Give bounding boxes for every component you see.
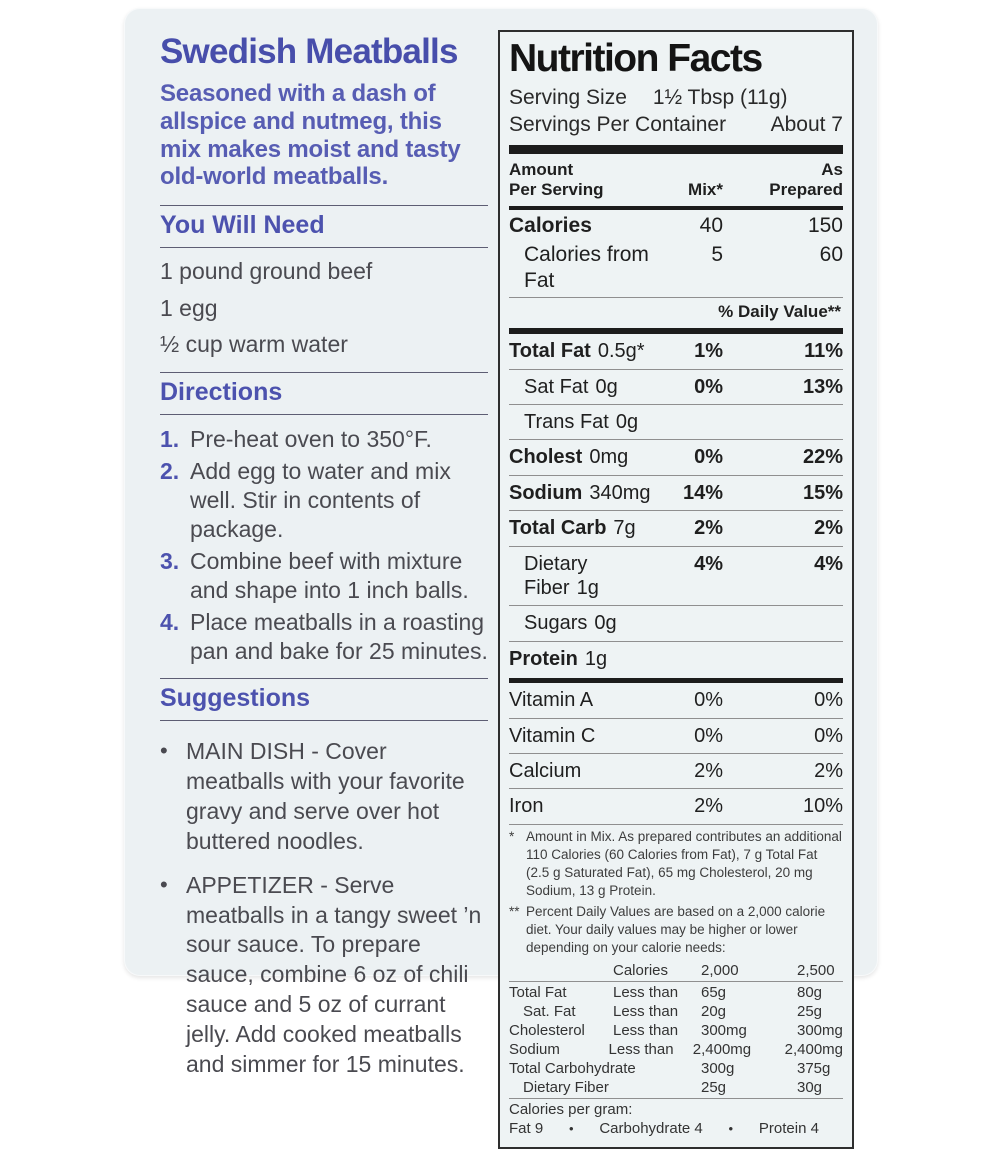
divider — [509, 475, 843, 476]
dv-row-qualifier: Less than — [608, 1040, 674, 1058]
medium-bar — [509, 206, 843, 210]
thick-bar — [509, 678, 843, 683]
divider — [509, 1098, 843, 1099]
dv-row-label: Sat. Fat — [523, 1002, 576, 1020]
step-text: Add egg to water and mix well. Stir in contents of package. — [190, 458, 451, 543]
serving-size-value: 1½ Tbsp (11g) — [652, 86, 788, 109]
vitamin-prepared-value: 0% — [814, 689, 843, 712]
header-amount-line1: Amount — [509, 159, 574, 179]
servings-value: About 7 — [770, 113, 843, 137]
divider — [509, 439, 843, 440]
direction-step — [160, 457, 488, 544]
footnote-mix — [509, 828, 843, 900]
dv-row-qualifier: Less than — [613, 1002, 679, 1020]
dv-row-2000-value: 300g — [701, 1059, 735, 1077]
directions-list — [160, 415, 488, 678]
step-text: Pre-heat oven to 350°F. — [190, 426, 432, 453]
step-number: 3. — [160, 548, 180, 575]
nutrient-row — [509, 607, 843, 639]
nutrient-amount: 340mg — [589, 481, 651, 504]
nutrient-row — [509, 441, 843, 473]
nutrient-row — [509, 512, 843, 544]
dv-header-calories: Calories — [613, 961, 669, 979]
mix-column-header: Mix* — [688, 179, 723, 199]
nutrient-mix-value: 0% — [694, 446, 723, 469]
divider — [509, 297, 843, 298]
nutrient-mix-value: 1% — [694, 340, 723, 363]
dv-row-2500-value: 80g — [797, 983, 823, 1001]
dv-row-2000-value: 65g — [701, 983, 727, 1001]
nutrient-prepared-value — [723, 647, 843, 671]
suggestion-item — [160, 871, 488, 1080]
daily-values-row — [509, 1040, 843, 1059]
vitamin-row — [509, 790, 843, 822]
calories-from-fat-mix-value: 5 — [711, 242, 723, 266]
thick-bar — [509, 145, 843, 154]
step-text: Combine beef with mixture and shape into 1 inch balls. — [190, 548, 469, 604]
dv-row-qualifier: Less than — [613, 1021, 679, 1039]
nutrient-amount: 0g — [595, 375, 618, 398]
directions-heading: Directions — [160, 378, 283, 407]
vitamin-prepared-value: 0% — [814, 724, 843, 747]
servings-label: Servings Per Container — [509, 113, 727, 137]
nutrient-mix-value: 14% — [682, 481, 723, 504]
dv-row-2500-value: 2,400mg — [784, 1040, 843, 1058]
step-number: 2. — [160, 458, 180, 485]
dv-header-2500: 2,500 — [797, 961, 835, 979]
step-number: 4. — [160, 609, 180, 636]
recipe-column — [160, 24, 488, 1098]
divider — [509, 824, 843, 825]
daily-values-row — [509, 1002, 843, 1021]
daily-values-row — [509, 1021, 843, 1040]
bullet-icon: • — [160, 738, 168, 764]
footnote-text: Amount in Mix. As prepared contributes an additional 110 Calories (60 Calories from Fat), 7 g Total Fat (2.5 g Saturated Fat), 65 mg Cholesterol, 20 mg Sodium, 13 g Protein. — [526, 828, 842, 899]
nutrient-label: Sodium — [509, 481, 583, 504]
vitamin-row — [509, 755, 843, 787]
nutrient-prepared-value: 13% — [802, 375, 843, 398]
vitamin-mix-value: 2% — [694, 760, 723, 782]
nutrient-mix-value: 2% — [694, 517, 723, 540]
nutrient-row — [509, 643, 843, 675]
cpg-protein: Protein 4 — [758, 1120, 819, 1138]
nutrient-prepared-value — [723, 410, 843, 434]
daily-values-row — [509, 983, 843, 1002]
nutrient-row — [509, 406, 843, 438]
dv-row-2000-value: 2,400mg — [692, 1040, 752, 1058]
divider — [509, 753, 843, 754]
calories-mix-value: 40 — [699, 213, 723, 237]
dv-row-2000-value: 25g — [701, 1078, 727, 1096]
daily-values-table — [509, 961, 843, 1097]
nutrient-prepared-value: 4% — [814, 552, 843, 575]
calories-label: Calories — [509, 213, 592, 237]
nutrient-mix-value — [653, 647, 723, 671]
recipe-intro: Seasoned with a dash of allspice and nutmeg, this mix makes moist and tasty old-world meatballs. — [160, 80, 461, 191]
nutrient-prepared-value: 15% — [802, 481, 843, 504]
nutrient-label: Total Carb — [509, 517, 607, 540]
serving-size-row — [509, 84, 843, 111]
divider — [509, 546, 843, 547]
suggestion-item — [160, 737, 488, 857]
dv-row-2500-value: 300mg — [797, 1021, 843, 1039]
nutrient-amount: 0g — [615, 411, 639, 434]
nutrient-label: Total Fat — [509, 340, 591, 363]
vitamin-mix-value: 0% — [694, 689, 723, 712]
nutrient-prepared-value: 11% — [804, 340, 843, 363]
nutrition-facts-title: Nutrition Facts — [509, 37, 762, 80]
nutrient-label: Cholest — [509, 446, 583, 469]
vitamin-mix-value: 0% — [694, 724, 723, 747]
servings-per-container-row — [509, 111, 843, 138]
dv-header-2000: 2,000 — [701, 961, 739, 979]
nutrient-label: Dietary Fiber — [524, 552, 588, 600]
step-number: 1. — [160, 426, 180, 453]
nutrient-label: Protein — [509, 647, 578, 670]
nutrient-amount: 0g — [594, 612, 617, 635]
nutrient-row — [509, 548, 843, 605]
divider — [509, 981, 843, 982]
nutrient-label: Sat Fat — [524, 375, 589, 398]
suggestion-text: APPETIZER - Serve meatballs in a tangy sweet ’n sour sauce. To prepare sauce, combine 6 oz of chili sauce and 5 oz of currant jelly. Add cooked meatballs and simmer for 15 minutes. — [186, 871, 482, 1077]
direction-step — [160, 425, 488, 454]
calories-from-fat-prepared-value: 60 — [819, 242, 843, 266]
recipe-title: Swedish Meatballs — [160, 32, 458, 71]
ingredient-item: 1 egg — [160, 294, 218, 321]
dv-row-label: Sodium — [509, 1040, 560, 1058]
vitamin-label: Vitamin C — [509, 724, 596, 747]
direction-step — [160, 608, 488, 666]
dv-row-2500-value: 375g — [797, 1059, 831, 1077]
dv-row-2500-value: 30g — [797, 1078, 823, 1096]
nutrient-prepared-value: 22% — [802, 446, 843, 469]
divider — [509, 788, 843, 789]
nutrient-mix-value: 4% — [694, 552, 723, 575]
vitamin-mix-value: 2% — [694, 795, 723, 818]
suggestion-text: MAIN DISH - Cover meatballs with your favorite gravy and serve over hot buttered noodles. — [186, 738, 465, 854]
step-text: Place meatballs in a roasting pan and bake for 25 minutes. — [190, 609, 488, 665]
footnote-mark: * — [509, 828, 515, 844]
suggestions-heading: Suggestions — [160, 684, 311, 713]
dv-row-label: Total Carbohydrate — [509, 1059, 636, 1077]
footnote-text: Percent Daily Values are based on a 2,000 calorie diet. Your daily values may be higher or lower depending on your calorie needs: — [526, 904, 826, 956]
thick-bar — [509, 328, 843, 334]
amount-per-serving-header — [509, 160, 653, 200]
vitamin-prepared-value: 10% — [802, 795, 843, 818]
bullet-icon: • — [568, 1121, 574, 1137]
dv-row-label: Total Fat — [509, 983, 567, 1001]
daily-values-row — [509, 1059, 843, 1078]
dv-row-label: Cholesterol — [509, 1021, 585, 1039]
dv-row-2500-value: 25g — [797, 1002, 823, 1020]
nutrient-amount: 0.5g* — [597, 340, 645, 363]
calories-from-fat-label: Calories from Fat — [524, 242, 649, 293]
vitamin-label: Vitamin A — [509, 689, 594, 712]
calories-from-fat-row — [509, 241, 843, 297]
dv-row-2000-value: 300mg — [701, 1021, 747, 1039]
serving-size-label: Serving Size — [509, 86, 627, 109]
daily-values-row — [509, 1078, 843, 1097]
header-amount-line2: Per Serving — [509, 179, 604, 199]
calories-prepared-value: 150 — [807, 213, 843, 237]
vitamin-row — [509, 720, 843, 752]
nutrient-prepared-value: 2% — [814, 517, 843, 540]
vitamin-row — [509, 684, 843, 716]
calories-per-gram — [509, 1101, 843, 1137]
header-prepared-line1: As — [821, 159, 843, 179]
column-header-row — [509, 157, 843, 204]
vitamin-prepared-value: 2% — [814, 760, 843, 782]
dv-row-label: Dietary Fiber — [523, 1078, 609, 1096]
divider — [509, 369, 843, 370]
divider — [509, 641, 843, 642]
nutrition-facts-panel — [498, 30, 854, 1149]
daily-value-header: % Daily Value** — [718, 302, 841, 322]
calories-row — [509, 212, 843, 241]
cpg-carbohydrate: Carbohydrate 4 — [599, 1120, 703, 1138]
ingredient-item: 1 pound ground beef — [160, 258, 373, 285]
nutrient-label: Sugars — [524, 612, 588, 635]
footnote-daily-values — [509, 903, 843, 957]
bullet-icon: • — [728, 1121, 734, 1137]
nutrient-mix-value — [653, 611, 723, 635]
header-prepared-line2: Prepared — [769, 179, 843, 199]
divider — [509, 510, 843, 511]
ingredient-list — [160, 248, 488, 372]
as-prepared-column-header — [723, 160, 843, 200]
direction-step — [160, 547, 488, 605]
you-will-need-heading: You Will Need — [160, 211, 325, 240]
daily-values-header-row — [509, 961, 843, 980]
divider — [509, 605, 843, 606]
nutrient-prepared-value — [723, 611, 843, 635]
dv-row-qualifier: Less than — [613, 983, 679, 1001]
nutrient-mix-value — [653, 410, 723, 434]
nutrient-amount: 1g — [584, 647, 608, 670]
nutrient-row — [509, 335, 843, 367]
nutrient-mix-value: 0% — [694, 375, 723, 398]
footnote-mark: ** — [509, 904, 520, 920]
nutrient-row — [509, 371, 843, 403]
divider — [509, 404, 843, 405]
divider — [509, 718, 843, 719]
vitamin-label: Iron — [509, 795, 544, 818]
package-back-panel — [124, 8, 878, 1138]
calories-per-gram-values — [509, 1118, 843, 1137]
nutrient-amount: 7g — [613, 517, 636, 540]
calories-per-gram-label: Calories per gram: — [509, 1101, 633, 1119]
suggestions-list — [160, 721, 488, 1098]
nutrient-row — [509, 477, 843, 509]
nutrient-amount: 0mg — [589, 446, 629, 469]
nutrient-label: Trans Fat — [524, 411, 609, 434]
nutrient-amount: 1g — [576, 577, 599, 600]
vitamin-label: Calcium — [509, 760, 582, 782]
bullet-icon: • — [160, 871, 168, 897]
ingredient-item: ½ cup warm water — [160, 331, 348, 357]
dv-row-2000-value: 20g — [701, 1002, 727, 1020]
cpg-fat: Fat 9 — [509, 1120, 544, 1138]
